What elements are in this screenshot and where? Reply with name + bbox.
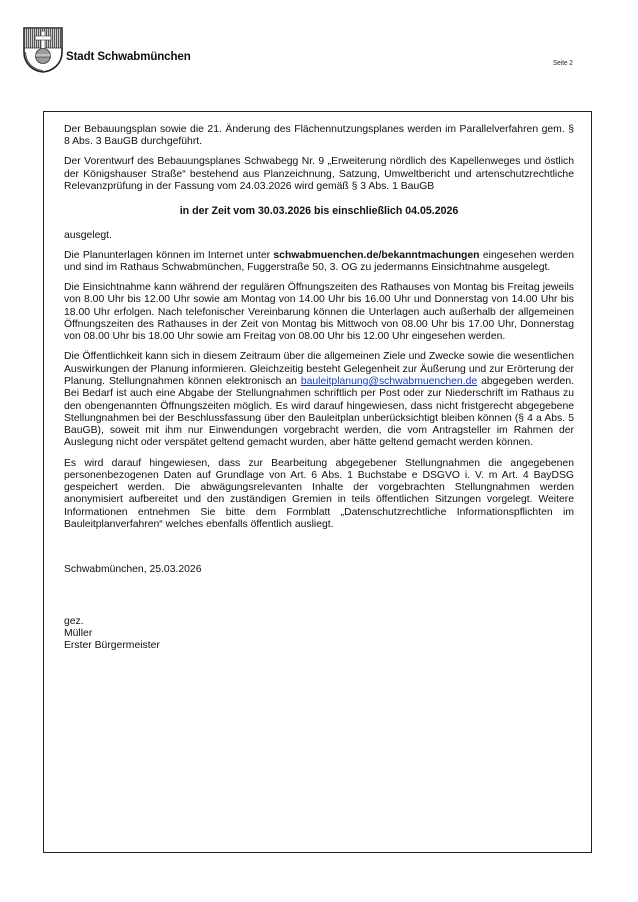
paragraph-draft: Der Vorentwurf des Bebauungsplanes Schwabegg Nr. 9 „Erweiterung nördlich des Kapellenweges und östlich der Königshauser Straße“ bestehend aus Planzeichnung, Satzung, Umweltbericht und artenschutzrechtliche Relevanzprüfung in der Fassung vom 24.03.2026 wird gemäß § 3 Abs. 1 BauGB	[64, 156, 574, 192]
place-and-date: Schwabmünchen, 25.03.2026	[64, 564, 202, 576]
documents-text-start: Die Planunterlagen können im Internet unter	[64, 249, 274, 261]
paragraph-documents	[64, 250, 574, 275]
paragraph-data-protection: Es wird darauf hingewiesen, dass zur Bearbeitung abgegebener Stellungnahmen die angegebenen personenbezogenen Daten auf Grundlage von Art. 6 Abs. 1 Buchstabe e DSGVO i. V. m Art. 4 BayDSG gespeichert werden. Die abwägungsrelevanten Inhalte der vorgebrachten Stellungnahmen werden anonymisiert aufbereitet und den zuständigen Gremien in teils öffentlichen Sitzungen vorgelegt. Weitere Informationen entnehmen Sie bitte dem Formblatt „Datenschutzrechtliche Informationspflichten im Bauleitplanverfahren“ welches ebenfalls öffentlich ausliegt.	[64, 457, 574, 530]
coat-of-arms-icon	[22, 26, 64, 74]
notice-body	[64, 124, 574, 652]
participation-text-end: abgegeben werden. Bei Bedarf ist auch eine Abgabe der Stellungnahmen schriftlich per Post oder zur Niederschrift im Rathaus zu den obengenannten Öffnungszeiten möglich. Es wird darauf hingewiesen, dass nicht fristgerecht abgegebene Stellungnahmen bei der Beschlussfassung über den Bauleitplan unberücksichtigt bleiben können (§ 4 a Abs. 5 BauGB), soweit mit ihm nur Einwendungen vorgebracht werden, die vom Antragsteller im Rahmen der Auslegung nicht oder verspätet geltend gemacht wurden, aber hätte geltend gemacht werden können.	[64, 375, 574, 449]
documents-text-end: eingesehen werden und sind im Rathaus Schwabmünchen, Fuggerstraße 50, 3. OG zu jedermanns Einsichtnahme ausgelegt.	[64, 249, 574, 273]
paragraph-public-participation	[64, 351, 574, 449]
website-url: schwabmuenchen.de/bekanntmachungen	[273, 249, 480, 261]
participation-text-start: Die Öffentlichkeit kann sich in diesem Zeitraum über die allgemeinen Ziele und Zwecke sowie die wesentlichen Auswirkungen der Planung informieren. Gleichzeitig besteht Gelegenheit zur Äußerung und zur Erörterung der Planung. Stellungnahmen können elektronisch an	[64, 351, 574, 387]
signature-block	[64, 616, 574, 653]
signer-title: Erster Bürgermeister	[64, 640, 160, 652]
paragraph-displayed: ausgelegt.	[64, 229, 112, 241]
email-link[interactable]: bauleitplanung@schwabmuenchen.de	[300, 375, 478, 387]
signer-name: Müller	[64, 627, 93, 639]
organization-name: Stadt Schwabmünchen	[66, 51, 191, 63]
paragraph-opening-hours: Die Einsichtnahme kann während der regulären Öffnungszeiten des Rathauses von Montag bis Freitag jeweils von 8.00 Uhr bis 12.00 Uhr sowie am Montag von 14.00 Uhr bis 16.00 Uhr und Donnerstag von 14.00 Uhr bis 18.00 Uhr erfolgen. Nach telefonischer Vereinbarung können die Unterlagen auch außerhalb der allgemeinen Öffnungszeiten des Rathauses in der Zeit von Montag bis Mittwoch von 08.00 Uhr bis 17.00 Uhr, Donnerstag von 08.00 Uhr bis 18.00 Uhr sowie am Freitag von 08.00 Uhr bis 12.00 Uhr eingesehen werden.	[64, 282, 574, 343]
signature-prefix: gez.	[64, 615, 84, 627]
display-period: in der Zeit vom 30.03.2026 bis einschließlich 04.05.2026	[179, 205, 459, 218]
page-number: Seite 2	[553, 58, 573, 67]
paragraph-procedure: Der Bebauungsplan sowie die 21. Änderung des Flächennutzungsplanes werden im Parallelverfahren gem. § 8 Abs. 3 BauGB durchgeführt.	[64, 124, 574, 148]
